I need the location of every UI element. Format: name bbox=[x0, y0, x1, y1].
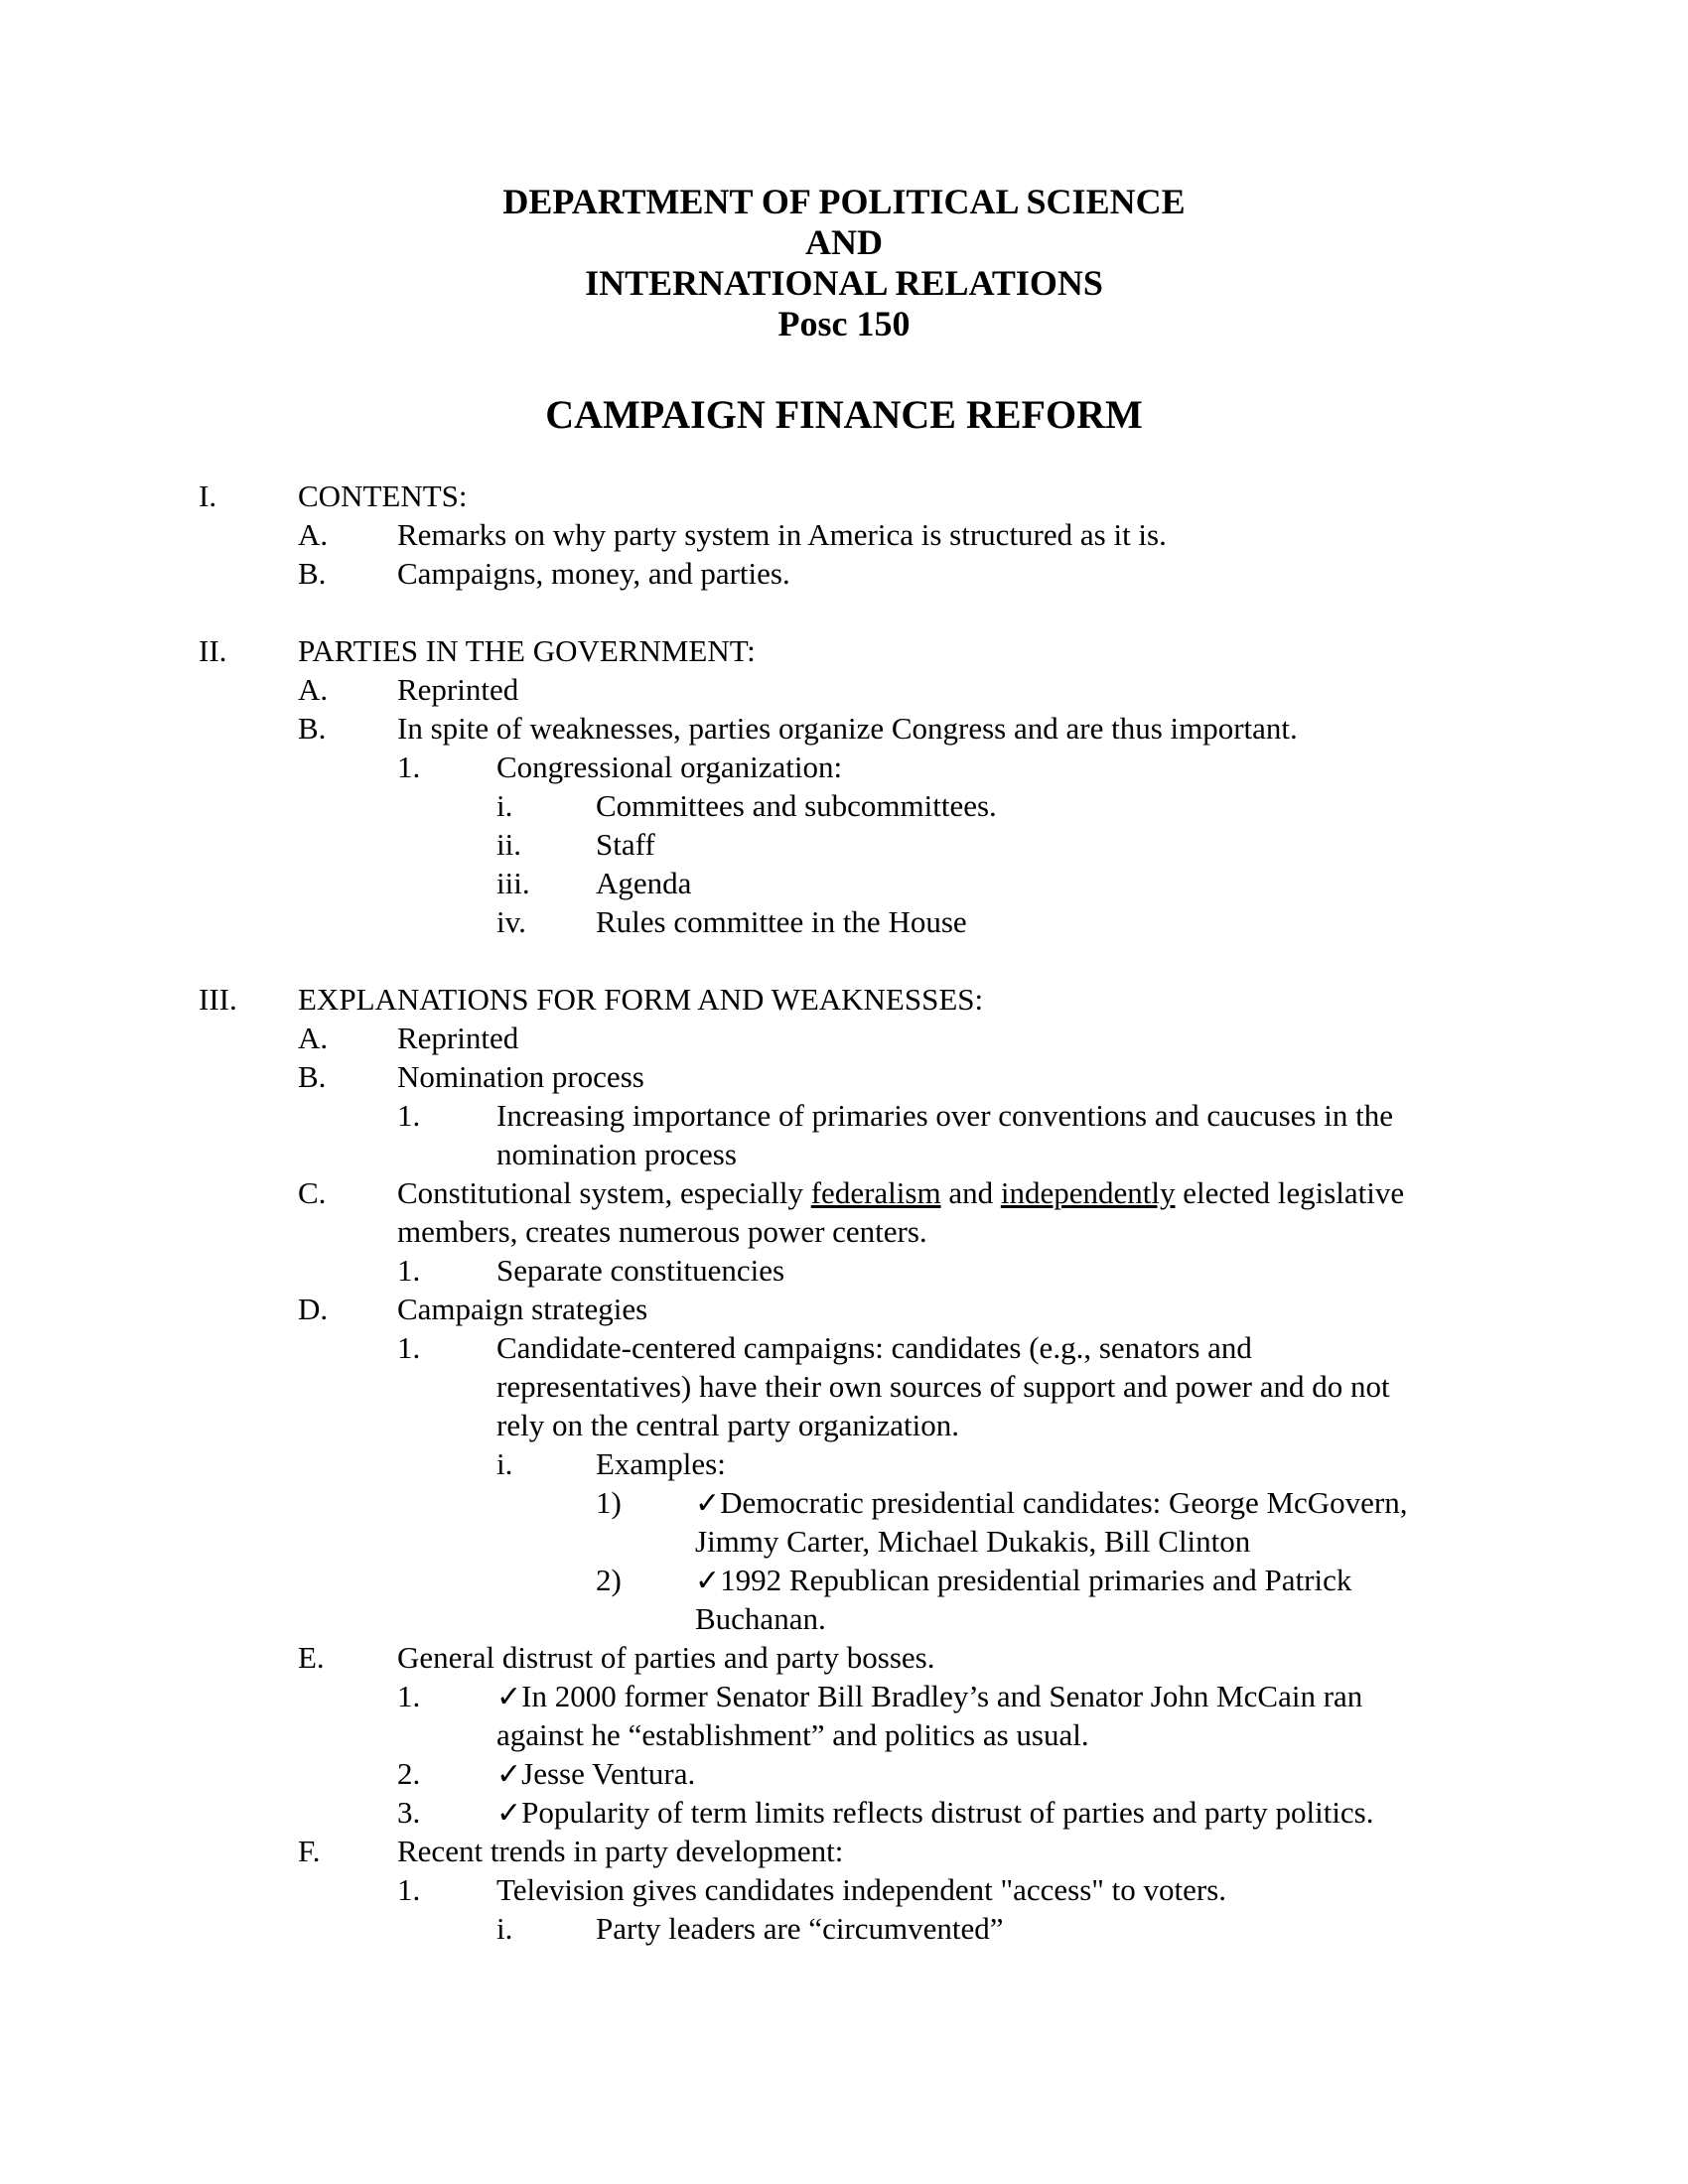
section-heading: PARTIES IN THE GOVERNMENT: bbox=[298, 633, 756, 668]
item-text: Nomination process bbox=[397, 1059, 644, 1094]
outline-item bbox=[0, 1444, 1688, 1484]
outline-item-continuation bbox=[0, 1522, 1688, 1562]
outline-item bbox=[0, 670, 1688, 710]
item-label: C. bbox=[298, 1175, 327, 1210]
outline-item bbox=[0, 1328, 1688, 1368]
item-text: against he “establishment” and politics as usual. bbox=[496, 1717, 1089, 1752]
page-title: CAMPAIGN FINANCE REFORM bbox=[545, 392, 1143, 437]
item-text: nomination process bbox=[496, 1137, 737, 1171]
outline-item bbox=[0, 825, 1688, 865]
item-label: 1. bbox=[397, 1253, 421, 1288]
item-text bbox=[695, 1561, 1351, 1601]
item-label: iv. bbox=[496, 904, 526, 939]
item-label: F. bbox=[298, 1834, 321, 1868]
text-segment: In 2000 former Senator Bill Bradley’s and Senator John McCain ran bbox=[521, 1679, 1363, 1713]
outline-item-continuation bbox=[0, 1212, 1688, 1252]
item-label: B. bbox=[298, 556, 327, 591]
section-number: I. bbox=[199, 478, 217, 513]
item-label: A. bbox=[298, 517, 329, 552]
item-label: 2) bbox=[596, 1563, 622, 1597]
item-text: rely on the central party organization. bbox=[496, 1408, 959, 1442]
outline-section-1 bbox=[0, 477, 1688, 516]
item-label: 2. bbox=[397, 1756, 421, 1791]
outline-item bbox=[0, 1290, 1688, 1329]
text-segment: Constitutional system, especially bbox=[397, 1175, 811, 1210]
outline-item-continuation bbox=[0, 1135, 1688, 1174]
department-name: DEPARTMENT OF POLITICAL SCIENCE bbox=[502, 182, 1186, 221]
outline-item bbox=[0, 709, 1688, 749]
outline-item-continuation bbox=[0, 1715, 1688, 1755]
underlined-term-independently: independently bbox=[1000, 1175, 1176, 1210]
item-label: iii. bbox=[496, 866, 530, 900]
outline-item bbox=[0, 1793, 1688, 1833]
item-text: Campaigns, money, and parties. bbox=[397, 556, 790, 591]
item-text: Reprinted bbox=[397, 1021, 519, 1055]
outline-item bbox=[0, 515, 1688, 555]
item-text: Examples: bbox=[596, 1446, 726, 1481]
item-text: Reprinted bbox=[397, 672, 519, 707]
outline-item bbox=[0, 1057, 1688, 1097]
item-label: ii. bbox=[496, 827, 521, 862]
outline-item bbox=[0, 786, 1688, 826]
item-text bbox=[695, 1483, 1408, 1524]
item-text: Party leaders are “circumvented” bbox=[596, 1911, 1004, 1946]
item-text: General distrust of parties and party bosses. bbox=[397, 1640, 935, 1675]
section-number: II. bbox=[199, 633, 227, 668]
check-mark-icon: ✓ bbox=[695, 1564, 721, 1598]
item-label: i. bbox=[496, 788, 513, 823]
underlined-term-federalism: federalism bbox=[810, 1175, 941, 1210]
section-heading: EXPLANATIONS FOR FORM AND WEAKNESSES: bbox=[298, 982, 984, 1017]
outline-item bbox=[0, 1561, 1688, 1600]
text-segment: elected legislative bbox=[1175, 1175, 1405, 1210]
outline-item bbox=[0, 1909, 1688, 1949]
outline-item bbox=[0, 902, 1688, 942]
outline-item bbox=[0, 1870, 1688, 1910]
text-segment: Popularity of term limits reflects distrust of parties and party politics. bbox=[521, 1795, 1374, 1830]
text-segment: Democratic presidential candidates: George McGovern, bbox=[720, 1485, 1408, 1520]
item-text: Jimmy Carter, Michael Dukakis, Bill Clinton bbox=[695, 1524, 1251, 1559]
item-text: Recent trends in party development: bbox=[397, 1834, 844, 1868]
item-text: members, creates numerous power centers. bbox=[397, 1214, 927, 1249]
outline-item bbox=[0, 1483, 1688, 1523]
item-label: B. bbox=[298, 1059, 327, 1094]
item-label: i. bbox=[496, 1911, 513, 1946]
text-segment: and bbox=[940, 1175, 1001, 1210]
section-number: III. bbox=[199, 982, 237, 1017]
outline-item bbox=[0, 1754, 1688, 1794]
item-text: Agenda bbox=[596, 866, 692, 900]
item-label: 1. bbox=[397, 750, 421, 784]
department-and: AND bbox=[805, 222, 883, 262]
item-label: E. bbox=[298, 1640, 325, 1675]
outline-item-continuation bbox=[0, 1367, 1688, 1407]
item-text bbox=[496, 1793, 1374, 1834]
outline-item-continuation bbox=[0, 1599, 1688, 1639]
outline-item bbox=[0, 1638, 1688, 1678]
text-segment: 1992 Republican presidential primaries and Patrick bbox=[720, 1563, 1352, 1597]
item-label: B. bbox=[298, 711, 327, 746]
outline-item bbox=[0, 748, 1688, 787]
outline-item bbox=[0, 1173, 1688, 1213]
item-text: Campaign strategies bbox=[397, 1292, 648, 1326]
item-text: Increasing importance of primaries over conventions and caucuses in the bbox=[496, 1098, 1393, 1133]
outline-item-continuation bbox=[0, 1406, 1688, 1445]
item-label: 1. bbox=[397, 1872, 421, 1907]
item-label: 1. bbox=[397, 1679, 421, 1713]
outline-item bbox=[0, 554, 1688, 594]
item-text bbox=[496, 1754, 695, 1795]
check-mark-icon: ✓ bbox=[695, 1486, 721, 1521]
text-segment: Jesse Ventura. bbox=[521, 1756, 696, 1791]
outline-item bbox=[0, 1832, 1688, 1871]
item-label: 1. bbox=[397, 1098, 421, 1133]
document-header bbox=[0, 182, 1688, 344]
outline-item bbox=[0, 1019, 1688, 1058]
item-text: Candidate-centered campaigns: candidates (e.g., senators and bbox=[496, 1330, 1252, 1365]
outline-item bbox=[0, 1677, 1688, 1716]
item-text: Television gives candidates independent "access" to voters. bbox=[496, 1872, 1227, 1907]
check-mark-icon: ✓ bbox=[496, 1757, 522, 1792]
check-mark-icon: ✓ bbox=[496, 1796, 522, 1831]
course-code: Posc 150 bbox=[777, 304, 911, 343]
outline-item bbox=[0, 864, 1688, 903]
outline-item bbox=[0, 1096, 1688, 1136]
item-text: In spite of weaknesses, parties organize Congress and are thus important. bbox=[397, 711, 1298, 746]
outline-section-2 bbox=[0, 631, 1688, 671]
item-label: A. bbox=[298, 1021, 329, 1055]
item-text: Committees and subcommittees. bbox=[596, 788, 997, 823]
item-text bbox=[397, 1173, 1404, 1213]
item-text: Separate constituencies bbox=[496, 1253, 785, 1288]
item-label: D. bbox=[298, 1292, 329, 1326]
item-label: 3. bbox=[397, 1795, 421, 1830]
check-mark-icon: ✓ bbox=[496, 1680, 522, 1714]
item-text: Congressional organization: bbox=[496, 750, 843, 784]
outline-section-3 bbox=[0, 980, 1688, 1020]
department-name-2: INTERNATIONAL RELATIONS bbox=[585, 263, 1103, 303]
item-text: representatives) have their own sources of support and power and do not bbox=[496, 1369, 1390, 1404]
item-text: Staff bbox=[596, 827, 655, 862]
item-label: 1) bbox=[596, 1485, 622, 1520]
item-text: Remarks on why party system in America is structured as it is. bbox=[397, 517, 1167, 552]
section-heading: CONTENTS: bbox=[298, 478, 468, 513]
item-label: 1. bbox=[397, 1330, 421, 1365]
item-text: Buchanan. bbox=[695, 1601, 826, 1636]
item-label: i. bbox=[496, 1446, 513, 1481]
outline-item bbox=[0, 1251, 1688, 1291]
item-text bbox=[496, 1677, 1362, 1717]
item-text: Rules committee in the House bbox=[596, 904, 967, 939]
item-label: A. bbox=[298, 672, 329, 707]
